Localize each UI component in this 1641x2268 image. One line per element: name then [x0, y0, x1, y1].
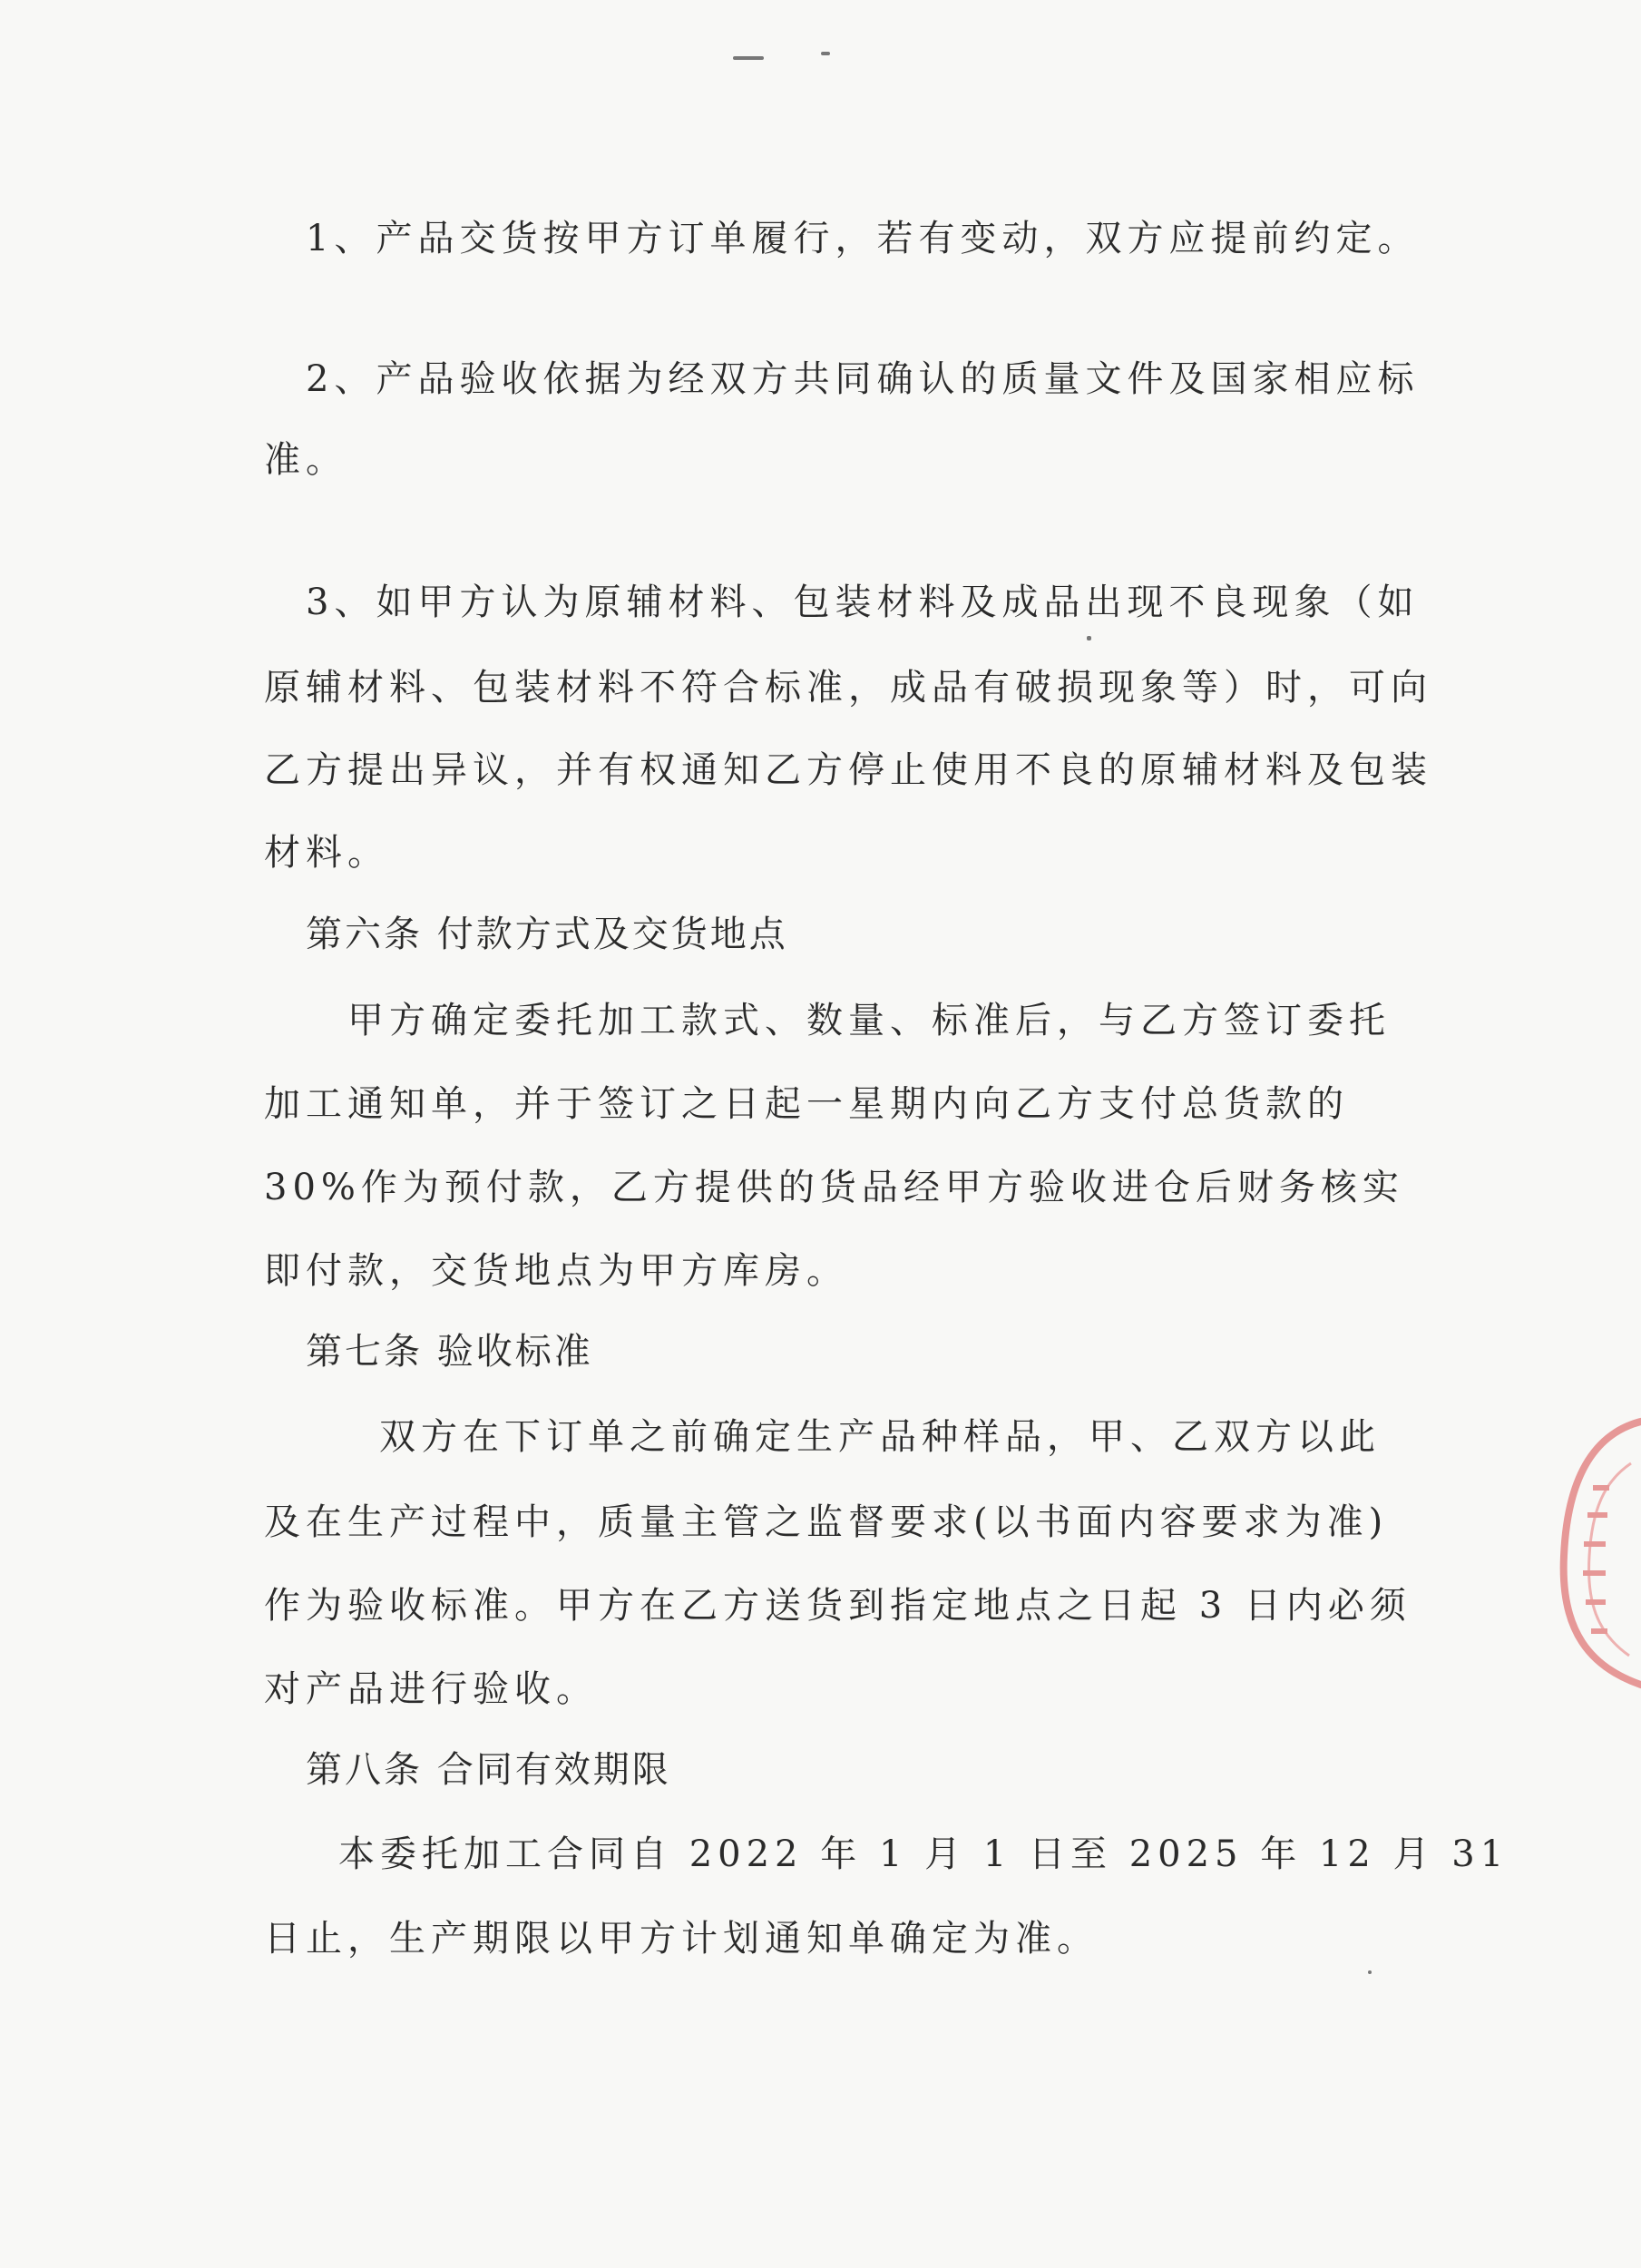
article-6-line-4: 即付款，交货地点为甲方库房。 [264, 1250, 848, 1292]
scan-speck [1368, 1970, 1372, 1974]
article-8-line-2: 日止，生产期限以甲方计划通知单确定为准。 [264, 1918, 1099, 1960]
clause-2-line-2: 准。 [264, 439, 347, 481]
scan-speck [821, 52, 830, 55]
article-7-line-3: 作为验收标准。甲方在乙方送货到指定地点之日起 3 日内必须 [264, 1585, 1411, 1627]
article-6-line-3: 30%作为预付款，乙方提供的货品经甲方验收进仓后财务核实 [264, 1167, 1404, 1208]
article-7-line-1: 双方在下订单之前确定生产品种样品，甲、乙双方以此 [379, 1416, 1381, 1458]
article-7-line-2: 及在生产过程中，质量主管之监督要求(以书面内容要求为准) [264, 1501, 1389, 1543]
clause-3-line-2: 原辅材料、包装材料不符合标准，成品有破损现象等）时，可向 [264, 667, 1432, 709]
article-7-heading: 第七条 验收标准 [306, 1331, 593, 1373]
article-6-line-2: 加工通知单，并于签订之日起一星期内向乙方支付总货款的 [264, 1083, 1349, 1125]
clause-3-line-1: 3、如甲方认为原辅材料、包装材料及成品出现不良现象（如 [306, 582, 1420, 623]
scan-speck [1087, 636, 1091, 640]
clause-2-line-1: 2、产品验收依据为经双方共同确认的质量文件及国家相应标 [306, 358, 1420, 400]
scan-speck [733, 56, 764, 60]
article-8-line-1: 本委托加工合同自 2022 年 1 月 1 日至 2025 年 12 月 31 [338, 1833, 1509, 1875]
clause-3-line-3: 乙方提出异议，并有权通知乙方停止使用不良的原辅材料及包装 [264, 749, 1432, 791]
article-6-heading: 第六条 付款方式及交货地点 [306, 914, 788, 955]
red-seal-stamp-icon [1542, 1411, 1641, 1701]
article-6-line-1: 甲方确定委托加工款式、数量、标准后，与乙方签订委托 [347, 1000, 1391, 1041]
clause-1: 1、产品交货按甲方订单履行，若有变动，双方应提前约定。 [306, 218, 1420, 259]
article-8-heading: 第八条 合同有效期限 [306, 1749, 671, 1791]
article-7-line-4: 对产品进行验收。 [264, 1668, 598, 1710]
clause-3-line-4: 材料。 [264, 832, 389, 874]
